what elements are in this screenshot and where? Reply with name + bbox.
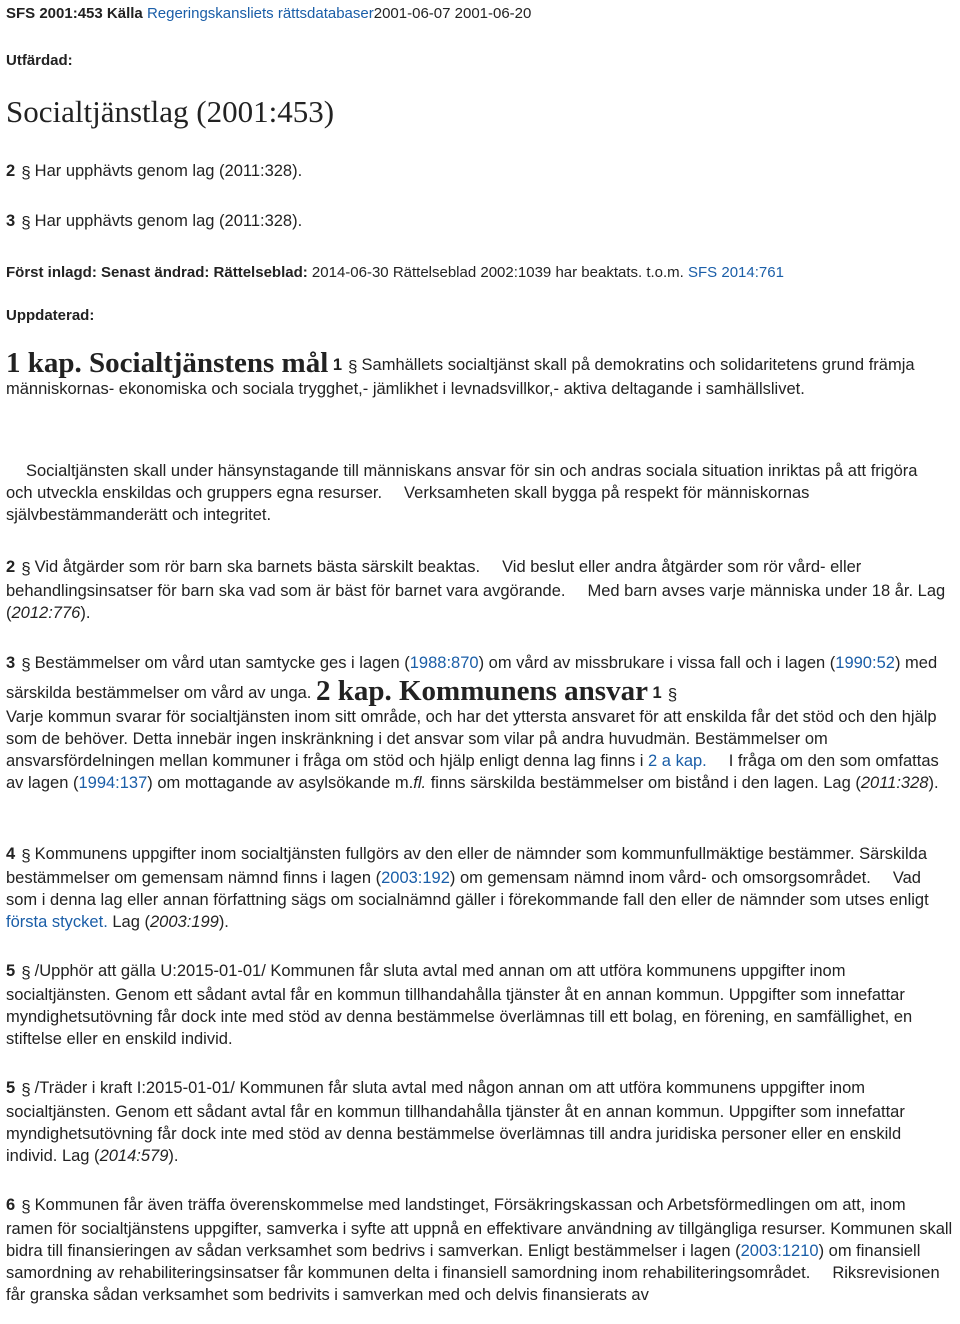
section-sign: §: [21, 1197, 31, 1216]
section-text: Vad som i denna lag eller annan författning sägs om socialnämnd gäller i förekommande fall den eller de nämnder som utses enligt: [6, 869, 929, 909]
chapter-2-title: 2 kap. Kommunens ansvar: [315, 675, 648, 707]
section-text: ).: [218, 913, 229, 931]
law-reference: 2014:579: [99, 1147, 169, 1165]
section-number: 1: [332, 356, 343, 374]
kap2-section-1: [6, 706, 951, 794]
kalla-label: Källa: [106, 5, 143, 22]
section-text: Samhällets socialtjänst skall på demokratins och solidaritetens grund främja människornas- ekonomiska och sociala trygghet,- jämlikhet i levnadsvillkor,- aktiva deltagande i samhällslivet.: [6, 356, 915, 398]
section-text: Varje kommun svarar för socialtjänsten inom sitt område, och har det yttersta ansvaret för att enskilda får det stöd och den hjälp som de behöver. Detta innebär ingen inskränkning i det ansvar som vilar på andra huvudmän. Bestämmelser om ansvarsfördelningen mellan kommuner i fråga om stöd och hjälp enligt denna lag finns i: [6, 708, 937, 770]
sfs-number: SFS 2001:453: [6, 5, 103, 22]
section-text: ) om mottagande av asylsökande m.: [147, 774, 414, 792]
law-title: Socialtjänstlag (2001:453): [6, 94, 335, 129]
section-text: Har upphävts genom lag (2011:328).: [34, 212, 303, 230]
section-sign: §: [21, 963, 31, 982]
header-dates: 2001-06-07 2001-06-20: [373, 5, 532, 22]
section-sign: §: [21, 213, 31, 232]
kap2-section-5-upphor: [6, 960, 951, 1050]
chapter-2a-link[interactable]: 2 a kap.: [648, 752, 707, 770]
kap1-section-2: [6, 556, 951, 624]
section-text: Bestämmelser om vård utan samtycke ges i lagen (: [34, 654, 410, 672]
source-database-link[interactable]: Regeringskansliets rättsdatabaser: [146, 5, 374, 22]
section-sign: §: [21, 163, 31, 182]
section-number: 6: [6, 1196, 16, 1214]
forst-inlagd-label: Först inlagd:: [6, 264, 97, 281]
law-link-2003-1210[interactable]: 2003:1210: [740, 1242, 819, 1260]
section-text: I fråga om den som omfattas av lagen (: [6, 752, 939, 792]
law-link-1994-137[interactable]: 1994:137: [78, 774, 148, 792]
section-text: Har upphävts genom lag (2011:328).: [34, 162, 303, 180]
law-link-1988-870[interactable]: 1988:870: [409, 654, 479, 672]
law-reference: 2012:776: [11, 604, 81, 622]
section-text: Vid åtgärder som rör barn ska barnets bästa särskilt beaktas.: [34, 558, 481, 576]
section-sign: §: [21, 1080, 31, 1099]
section-text: finns särskilda bestämmelser om bistånd i den lagen. Lag (: [430, 774, 861, 792]
section-sign: §: [21, 846, 31, 865]
section-number: 1: [652, 684, 662, 702]
law-reference: 2003:199: [149, 913, 219, 931]
kap2-section-6: [6, 1194, 956, 1306]
section-text: Riksrevisionen får granska sådan verksamhet som bedrivits i samverkan med och delvis finansierats av: [6, 1264, 940, 1304]
rattelseblad-label: Rättelseblad:: [213, 264, 308, 281]
section-text: ).: [928, 774, 939, 792]
paragraph-text: Socialtjänsten skall under hänsynstagande till människans ansvar för sin och andras sociala situation inriktas på att frigöra och utveckla enskildas och gruppers egna resurser.: [6, 462, 918, 502]
senast-andrad-label: Senast ändrad:: [101, 264, 210, 281]
section-sign: §: [21, 559, 31, 578]
section-sign: §: [21, 655, 31, 674]
repealed-section-3: [6, 210, 302, 234]
section-number: 3: [6, 212, 16, 230]
abbrev-fl: fl.: [413, 774, 427, 792]
section-text: ) med särskilda bestämmelser om vård av unga.: [6, 654, 938, 702]
rattelseblad-value: 2014-06-30 Rättelseblad 2002:1039 har beaktats. t.o.m.: [311, 264, 684, 281]
section-text: Med barn avses varje människa under 18 år. Lag (: [6, 582, 946, 622]
forsta-stycket-link[interactable]: första stycket.: [6, 913, 108, 931]
section-number: 5: [6, 1079, 16, 1097]
kap2-section-5-trader: [6, 1077, 951, 1167]
kap1-section-1: [6, 347, 946, 400]
section-text: ) om finansiell samordning av rehabiliteringsinsatser får kommunen delta i finansiell samordning inom rehabiliteringsområdet.: [6, 1242, 921, 1282]
section-text: Vid beslut eller andra åtgärder som rör vård- eller behandlingsinsatser för barn ska vad som är bäst för barnet vara avgörande.: [6, 558, 862, 600]
metadata-line: [6, 262, 784, 284]
section-text: ) om gemensam nämnd inom vård- och omsorgsområdet.: [449, 869, 871, 887]
law-reference: 2011:328: [860, 774, 929, 792]
section-number: 2: [6, 558, 16, 576]
uppdaterad-label: Uppdaterad:: [6, 307, 95, 324]
paragraph-text: Verksamheten skall bygga på respekt för människornas självbestämmanderätt och integritet.: [6, 484, 810, 524]
section-number: 3: [6, 654, 16, 672]
section-number: 5: [6, 962, 16, 980]
law-link-1990-52[interactable]: 1990:52: [835, 654, 895, 672]
section-text: ) om vård av missbrukare i vissa fall och i lagen (: [478, 654, 836, 672]
section-sign: §: [667, 685, 678, 704]
sfs-amendment-link[interactable]: SFS 2014:761: [688, 264, 784, 281]
section-text: /Upphör att gälla U:2015-01-01/ Kommunen får sluta avtal med annan om att utföra kommunens uppgifter inom socialtjänsten. Genom ett sådant avtal får en kommun tillhandahålla tjänster åt en annan kommun. Uppgifter som innefattar myndighetsutövning får dock inte med stöd av denna bestämmelse överlämnas till ett bolag, en förening, en samfällighet, en stiftelse eller en enskild individ.: [6, 962, 913, 1048]
law-link-2003-192[interactable]: 2003:192: [381, 869, 450, 887]
chapter-1-title: 1 kap. Socialtjänstens mål: [6, 347, 329, 379]
kap1-section-3: [6, 650, 951, 708]
section-text: Kommunens uppgifter inom socialtjänsten fullgörs av den eller de nämnder som kommunfullmäktige bestämmer. Särskilda bestämmelser om gemensam nämnd finns i lagen (: [6, 845, 927, 887]
source-header: [6, 4, 531, 24]
section-number: 2: [6, 162, 16, 180]
section-text: Kommunen får även träffa överenskommelse med landstinget, Försäkringskassan och Arbetsförmedlingen om att, inom ramen för socialtjänstens uppgifter, samverka i syfte att uppnå en effektivare användning av tillgängliga resurser. Kommunen skall bidra till finansieringen av sådan verksamhet som bedrivs i samverkan. Enligt bestämmelser i lagen (: [6, 1196, 953, 1260]
section-text: /Träder i kraft I:2015-01-01/ Kommunen får sluta avtal med någon annan om att utföra kommunens uppgifter inom socialtjänsten. Genom ett sådant avtal får en kommun tillhandahålla tjänster åt en annan kommun. Uppgifter som innefattar myndighetsutövning får dock inte med stöd av denna bestämmelse överlämnas till andra juridiska personer eller en enskild individ. Lag (: [6, 1079, 905, 1165]
kap2-section-4: [6, 843, 951, 933]
kap1-section-1-paragraph-2: [6, 460, 946, 526]
section-text: ).: [80, 604, 91, 622]
section-number: 4: [6, 845, 16, 863]
section-text: Lag (: [112, 913, 150, 931]
section-sign: §: [348, 357, 358, 376]
section-text: ).: [168, 1147, 179, 1165]
repealed-section-2: [6, 160, 302, 184]
utfardad-label: Utfärdad:: [6, 52, 73, 69]
